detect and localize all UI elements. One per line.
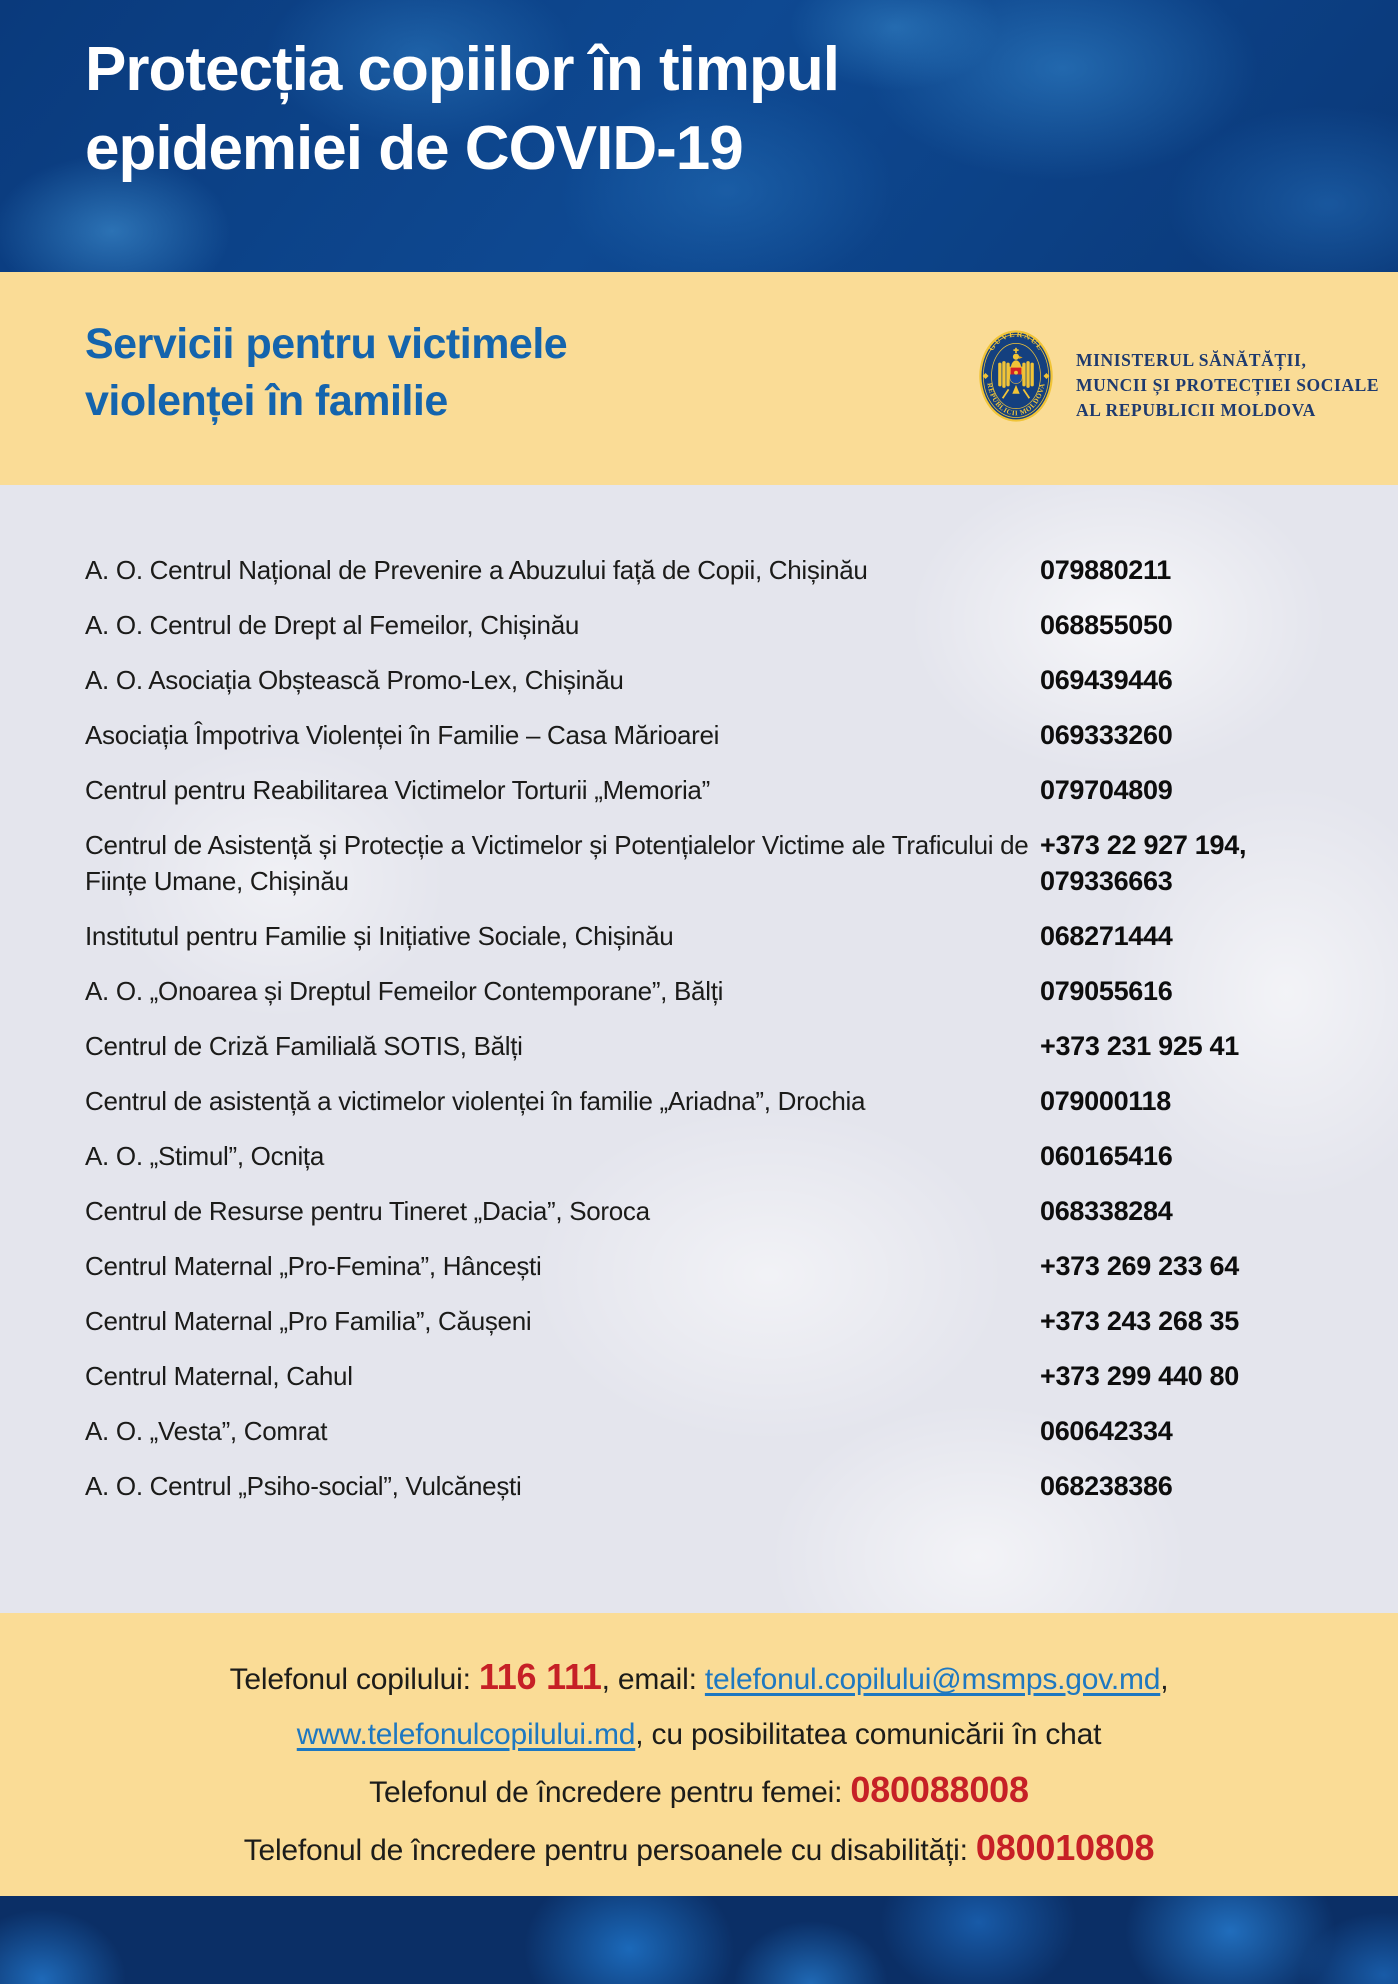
phone-number: 068238386 (1040, 1471, 1173, 1501)
organization-name: Institutul pentru Familie și Inițiative Sociale, Chișinău (85, 921, 674, 951)
directory-row (85, 1193, 1338, 1229)
section-subtitle-line-2: violenței în familie (85, 377, 448, 425)
section-subtitle-line-1: Servicii pentru victimele (85, 320, 568, 368)
seal-bottom-text: REPUBLICII MOLDOVA (985, 382, 1047, 418)
footer-line-disability-hotline (0, 1820, 1398, 1878)
directory-row (85, 1248, 1338, 1284)
ministry-name-line-3: AL REPUBLICII MOLDOVA (1076, 400, 1316, 420)
phone-number: +373 22 927 194, 079336663 (1040, 830, 1247, 896)
phone-number: 068338284 (1040, 1196, 1173, 1226)
footer-text-segment: Telefonul copilului: (229, 1663, 479, 1696)
directory-row (85, 552, 1338, 588)
organization-name: A. O. Centrul Național de Prevenire a Abuzului față de Copii, Chișinău (85, 555, 868, 585)
footer-line-women-hotline (0, 1762, 1398, 1820)
organization-name: Centrul de Resurse pentru Tineret „Dacia”, Soroca (85, 1196, 650, 1226)
directory-row (85, 607, 1338, 643)
phone-number: 060642334 (1040, 1416, 1173, 1446)
footer-text-segment: 080010808 (975, 1827, 1155, 1868)
directory-row (85, 1028, 1338, 1064)
organization-name: Centrul de Asistență și Protecție a Victimelor și Potențialelor Victime ale Traficului de Ființe Umane, Chișinău (85, 830, 1029, 896)
phone-number: 079880211 (1040, 555, 1171, 585)
directory-row (85, 1358, 1338, 1394)
organization-name: Centrul de Criză Familială SOTIS, Bălți (85, 1031, 523, 1061)
services-list (85, 552, 1338, 1523)
footer-line-website (0, 1707, 1398, 1762)
organization-name: A. O. „Onoarea și Dreptul Femeilor Contemporane”, Bălți (85, 976, 724, 1006)
phone-number: 068271444 (1040, 921, 1173, 951)
poster-title-line-1: Protecția copiilor în timpul (85, 35, 839, 104)
footer-text-segment: 116 111 (478, 1656, 602, 1697)
organization-name: Centrul Maternal „Pro-Femina”, Hâncești (85, 1251, 542, 1281)
organization-name: Centrul pentru Reabilitarea Victimelor Torturii „Memoria” (85, 775, 710, 805)
organization-name: A. O. Centrul „Psiho-social”, Vulcănești (85, 1471, 522, 1501)
phone-number: 069333260 (1040, 720, 1173, 750)
government-seal-icon (978, 330, 1054, 422)
phone-number: +373 231 925 41 (1040, 1031, 1239, 1061)
footer-line-child-hotline (0, 1649, 1398, 1707)
organization-name: A. O. Asociația Obștească Promo-Lex, Chișinău (85, 665, 624, 695)
directory-row (85, 1468, 1338, 1504)
footer-link[interactable]: telefonul.copilului@msmps.gov.md (704, 1663, 1161, 1696)
phone-number: 069439446 (1040, 665, 1173, 695)
footer-link[interactable]: www.telefonulcopilului.md (296, 1718, 636, 1751)
directory-row (85, 772, 1338, 808)
directory-row (85, 662, 1338, 698)
phone-number: +373 299 440 80 (1040, 1361, 1239, 1391)
footer-text-segment: 080088008 (850, 1769, 1029, 1810)
directory-row (85, 1413, 1338, 1449)
organization-name: A. O. Centrul de Drept al Femeilor, Chișinău (85, 610, 580, 640)
directory-row (85, 918, 1338, 954)
directory-row (85, 973, 1338, 1009)
phone-number: +373 243 268 35 (1040, 1306, 1239, 1336)
footer-text-segment: , email: (601, 1663, 705, 1696)
phone-number: 079704809 (1040, 775, 1173, 805)
ministry-logo-block (978, 330, 1379, 423)
directory-row (85, 717, 1338, 753)
directory-row (85, 1303, 1338, 1339)
footer-text-segment: , cu posibilitatea comunicării în chat (635, 1718, 1102, 1751)
ministry-name-line-1: MINISTERUL SĂNĂTĂȚII, (1076, 350, 1307, 370)
phone-number: 068855050 (1040, 610, 1173, 640)
header-banner (0, 0, 1398, 272)
organization-name: Centrul de asistență a victimelor violenței în familie „Ariadna”, Drochia (85, 1086, 866, 1116)
phone-number: 060165416 (1040, 1141, 1173, 1171)
phone-number: +373 269 233 64 (1040, 1251, 1239, 1281)
footer-text-segment: , (1160, 1663, 1169, 1696)
seal-top-text: GUVERNUL (986, 330, 1046, 353)
footer-text-segment: Telefonul de încredere pentru persoanele cu disabilități: (243, 1834, 976, 1867)
footer-text-segment: Telefonul de încredere pentru femei: (369, 1776, 851, 1809)
directory-row (85, 1083, 1338, 1119)
poster-title (85, 30, 839, 188)
section-subtitle (85, 316, 567, 430)
organization-name: Centrul Maternal, Cahul (85, 1361, 353, 1391)
directory-row (85, 827, 1338, 899)
organization-name: Asociația Împotriva Violenței în Familie – Casa Mărioarei (85, 720, 720, 750)
hotlines-footer (0, 1613, 1398, 1896)
ministry-name (1076, 330, 1379, 423)
directory-row (85, 1138, 1338, 1174)
subtitle-band (0, 272, 1398, 485)
phone-number: 079055616 (1040, 976, 1173, 1006)
bottom-image-strip (0, 1896, 1398, 1984)
ministry-name-line-2: MUNCII ȘI PROTECȚIEI SOCIALE (1076, 375, 1380, 395)
organization-name: Centrul Maternal „Pro Familia”, Căușeni (85, 1306, 532, 1336)
poster-title-line-2: epidemiei de COVID-19 (85, 114, 743, 183)
organization-name: A. O. „Stimul”, Ocnița (85, 1141, 325, 1171)
organization-name: A. O. „Vesta”, Comrat (85, 1416, 328, 1446)
phone-number: 079000118 (1040, 1086, 1171, 1116)
